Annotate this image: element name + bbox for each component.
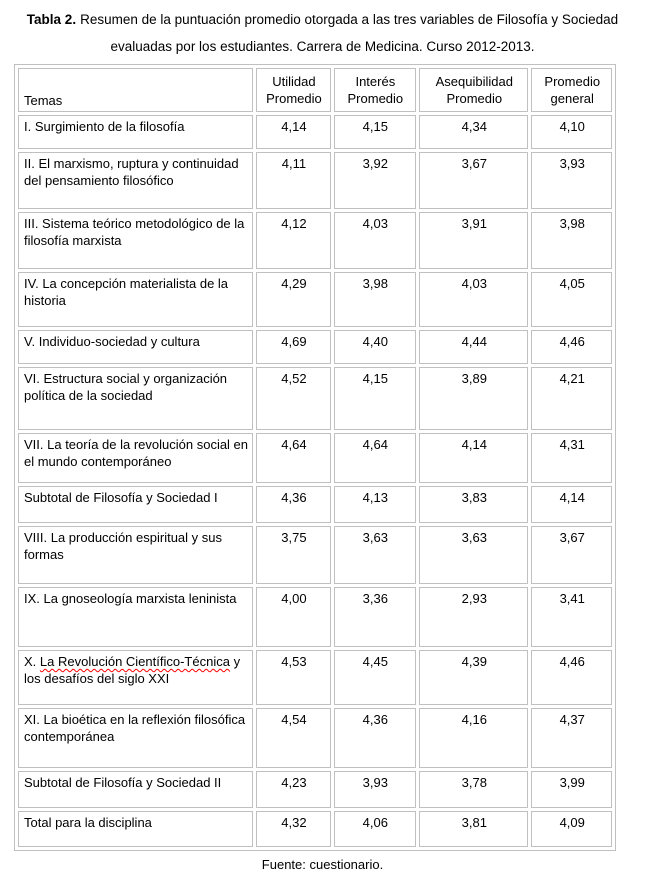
tema-cell: Total para la disciplina — [18, 811, 253, 847]
promedio-value-cell: 4,31 — [531, 433, 612, 483]
tema-cell: VI. Estructura social y organización política de la sociedad — [18, 367, 253, 430]
promedio-value-cell: 4,05 — [531, 272, 612, 327]
promedio-value-cell: 3,98 — [531, 212, 612, 269]
asequibilidad-value-cell: 4,03 — [419, 272, 528, 327]
promedio-value-cell: 3,67 — [531, 526, 612, 584]
asequibilidad-value-cell: 3,78 — [419, 771, 528, 808]
table-row — [18, 486, 612, 523]
promedio-value-cell: 3,93 — [531, 152, 612, 209]
promedio-value-cell: 4,37 — [531, 708, 612, 768]
column-header-asequibilidad: Asequibilidad Promedio — [419, 68, 528, 112]
utilidad-value-cell: 4,29 — [256, 272, 330, 327]
asequibilidad-value-cell: 4,39 — [419, 650, 528, 705]
data-table — [14, 64, 616, 851]
tema-cell: VII. La teoría de la revolución social en el mundo contemporáneo — [18, 433, 253, 483]
tema-cell: I. Surgimiento de la filosofía — [18, 115, 253, 149]
tema-cell: II. El marxismo, ruptura y continuidad del pensamiento filosófico — [18, 152, 253, 209]
tema-cell: V. Individuo-sociedad y cultura — [18, 330, 253, 364]
caption-text: Resumen de la puntuación promedio otorgada a las tres variables de Filosofía y Sociedad evaluadas por los estudiantes. Carrera de Medicina. Curso 2012-2013. — [80, 12, 619, 54]
column-header-promedio: Promedio general — [531, 68, 612, 112]
source-note: Fuente: cuestionario. — [261, 857, 384, 872]
interes-value-cell: 4,03 — [334, 212, 417, 269]
interes-value-cell: 4,40 — [334, 330, 417, 364]
promedio-value-cell: 4,10 — [531, 115, 612, 149]
interes-value-cell: 4,06 — [334, 811, 417, 847]
interes-value-cell: 4,15 — [334, 367, 417, 430]
table-row — [18, 708, 612, 768]
column-header-interes: Interés Promedio — [334, 68, 417, 112]
interes-value-cell: 3,63 — [334, 526, 417, 584]
promedio-value-cell: 4,14 — [531, 486, 612, 523]
promedio-value-cell: 4,21 — [531, 367, 612, 430]
interes-value-cell: 4,15 — [334, 115, 417, 149]
table-row — [18, 152, 612, 209]
promedio-value-cell: 3,41 — [531, 587, 612, 647]
asequibilidad-value-cell: 4,16 — [419, 708, 528, 768]
asequibilidad-value-cell: 4,34 — [419, 115, 528, 149]
spellcheck-squiggle: La Revolución Científico-Técnica — [39, 654, 230, 669]
interes-value-cell: 4,45 — [334, 650, 417, 705]
tema-cell: IX. La gnoseología marxista leninista — [18, 587, 253, 647]
table-row — [18, 433, 612, 483]
tema-cell: XI. La bioética en la reflexión filosófica contemporánea — [18, 708, 253, 768]
interes-value-cell: 4,13 — [334, 486, 417, 523]
table-row — [18, 771, 612, 808]
table-row — [18, 367, 612, 430]
asequibilidad-value-cell: 3,67 — [419, 152, 528, 209]
asequibilidad-value-cell: 4,14 — [419, 433, 528, 483]
column-header-utilidad: Utilidad Promedio — [256, 68, 330, 112]
utilidad-value-cell: 4,36 — [256, 486, 330, 523]
table-row — [18, 526, 612, 584]
asequibilidad-value-cell: 3,83 — [419, 486, 528, 523]
interes-value-cell: 3,36 — [334, 587, 417, 647]
tema-cell: VIII. La producción espiritual y sus formas — [18, 526, 253, 584]
interes-value-cell: 4,36 — [334, 708, 417, 768]
column-header-temas: Temas — [18, 68, 253, 112]
asequibilidad-value-cell: 3,89 — [419, 367, 528, 430]
asequibilidad-value-cell: 3,81 — [419, 811, 528, 847]
utilidad-value-cell: 4,11 — [256, 152, 330, 209]
header-row — [18, 68, 612, 112]
utilidad-value-cell: 4,14 — [256, 115, 330, 149]
promedio-value-cell: 3,99 — [531, 771, 612, 808]
utilidad-value-cell: 4,12 — [256, 212, 330, 269]
asequibilidad-value-cell: 2,93 — [419, 587, 528, 647]
tema-cell: X. La Revolución Científico-Técnica y los desafíos del siglo XXI — [18, 650, 253, 705]
table-body — [18, 115, 612, 847]
caption-label: Tabla 2. — [26, 12, 77, 27]
tema-cell: IV. La concepción materialista de la historia — [18, 272, 253, 327]
tema-cell: Subtotal de Filosofía y Sociedad II — [18, 771, 253, 808]
utilidad-value-cell: 4,52 — [256, 367, 330, 430]
table-row — [18, 272, 612, 327]
tema-cell: Subtotal de Filosofía y Sociedad I — [18, 486, 253, 523]
asequibilidad-value-cell: 3,63 — [419, 526, 528, 584]
table-caption — [17, 0, 629, 60]
utilidad-value-cell: 4,23 — [256, 771, 330, 808]
promedio-value-cell: 4,46 — [531, 650, 612, 705]
tema-cell: III. Sistema teórico metodológico de la filosofía marxista — [18, 212, 253, 269]
interes-value-cell: 3,98 — [334, 272, 417, 327]
interes-value-cell: 3,93 — [334, 771, 417, 808]
utilidad-value-cell: 4,69 — [256, 330, 330, 364]
table-row — [18, 115, 612, 149]
utilidad-value-cell: 4,00 — [256, 587, 330, 647]
promedio-value-cell: 4,09 — [531, 811, 612, 847]
promedio-value-cell: 4,46 — [531, 330, 612, 364]
utilidad-value-cell: 4,54 — [256, 708, 330, 768]
utilidad-value-cell: 4,64 — [256, 433, 330, 483]
table-row — [18, 587, 612, 647]
interes-value-cell: 3,92 — [334, 152, 417, 209]
utilidad-value-cell: 4,32 — [256, 811, 330, 847]
interes-value-cell: 4,64 — [334, 433, 417, 483]
asequibilidad-value-cell: 4,44 — [419, 330, 528, 364]
utilidad-value-cell: 4,53 — [256, 650, 330, 705]
utilidad-value-cell: 3,75 — [256, 526, 330, 584]
asequibilidad-value-cell: 3,91 — [419, 212, 528, 269]
table-row — [18, 330, 612, 364]
table-row — [18, 212, 612, 269]
table-row — [18, 811, 612, 847]
table-row — [18, 650, 612, 705]
